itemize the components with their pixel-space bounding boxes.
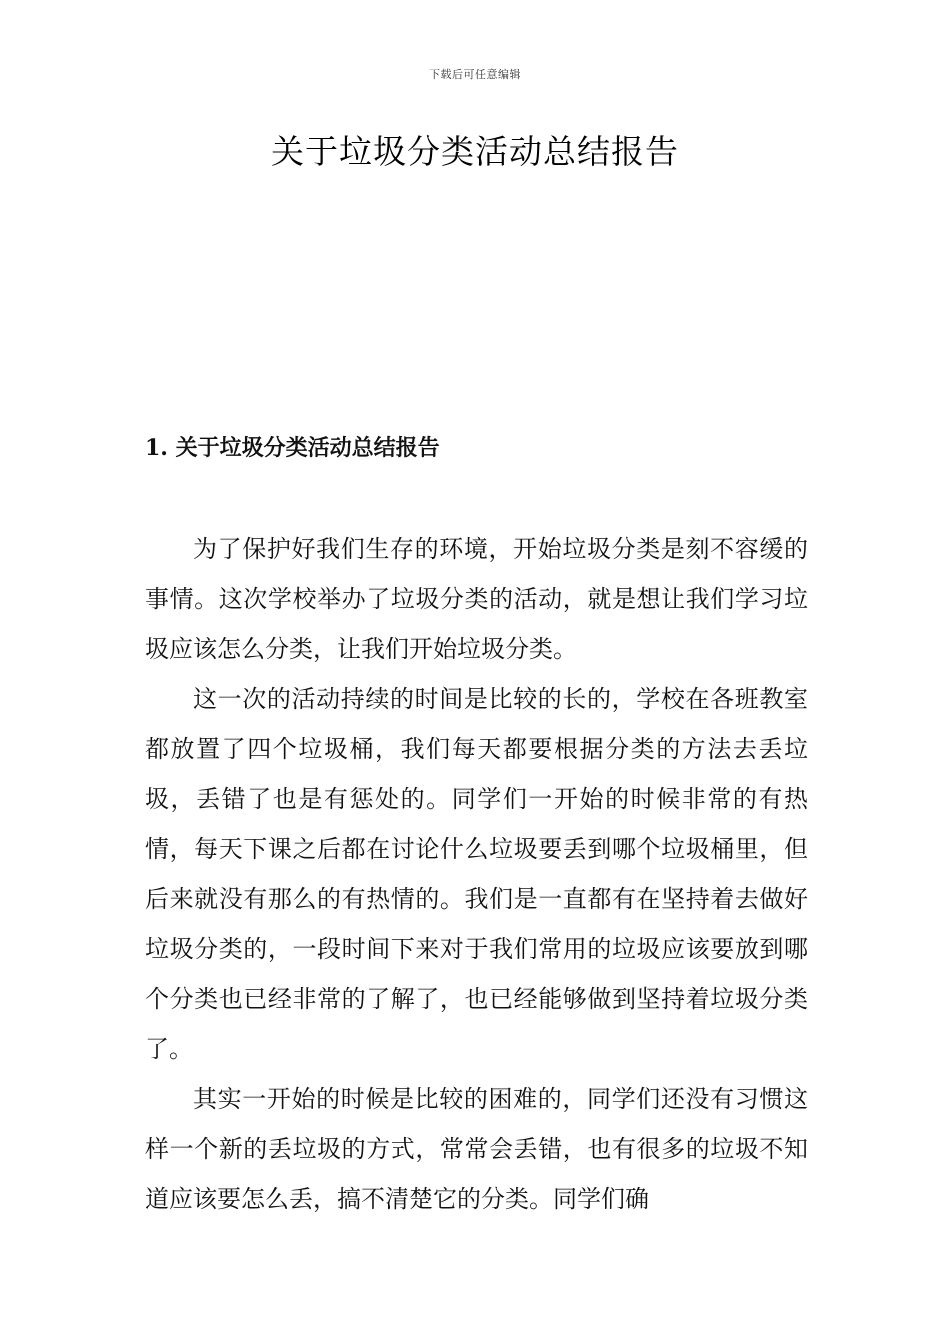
document-title: 关于垃圾分类活动总结报告 bbox=[271, 132, 679, 171]
header-note: 下载后可任意编辑 bbox=[429, 68, 521, 81]
document-body bbox=[145, 524, 808, 1224]
paragraph: 为了保护好我们生存的环境，开始垃圾分类是刻不容缓的事情。这次学校举办了垃圾分类的活动，就是想让我们学习垃圾应该怎么分类，让我们开始垃圾分类。 bbox=[145, 535, 808, 663]
paragraph: 其实一开始的时候是比较的困难的，同学们还没有习惯这样一个新的丢垃圾的方式，常常会丢错，也有很多的垃圾不知道应该要怎么丢，搞不清楚它的分类。同学们确 bbox=[145, 1085, 808, 1213]
section-heading: 1. 关于垃圾分类活动总结报告 bbox=[145, 435, 440, 461]
paragraph: 这一次的活动持续的时间是比较的长的，学校在各班教室都放置了四个垃圾桶，我们每天都要根据分类的方法去丢垃圾，丢错了也是有惩处的。同学们一开始的时候非常的有热情，每天下课之后都在讨论什么垃圾要丢到哪个垃圾桶里，但后来就没有那么的有热情的。我们是一直都有在坚持着去做好垃圾分类的，一段时间下来对于我们常用的垃圾应该要放到哪个分类也已经非常的了解了，也已经能够做到坚持着垃圾分类了。 bbox=[145, 685, 808, 1063]
